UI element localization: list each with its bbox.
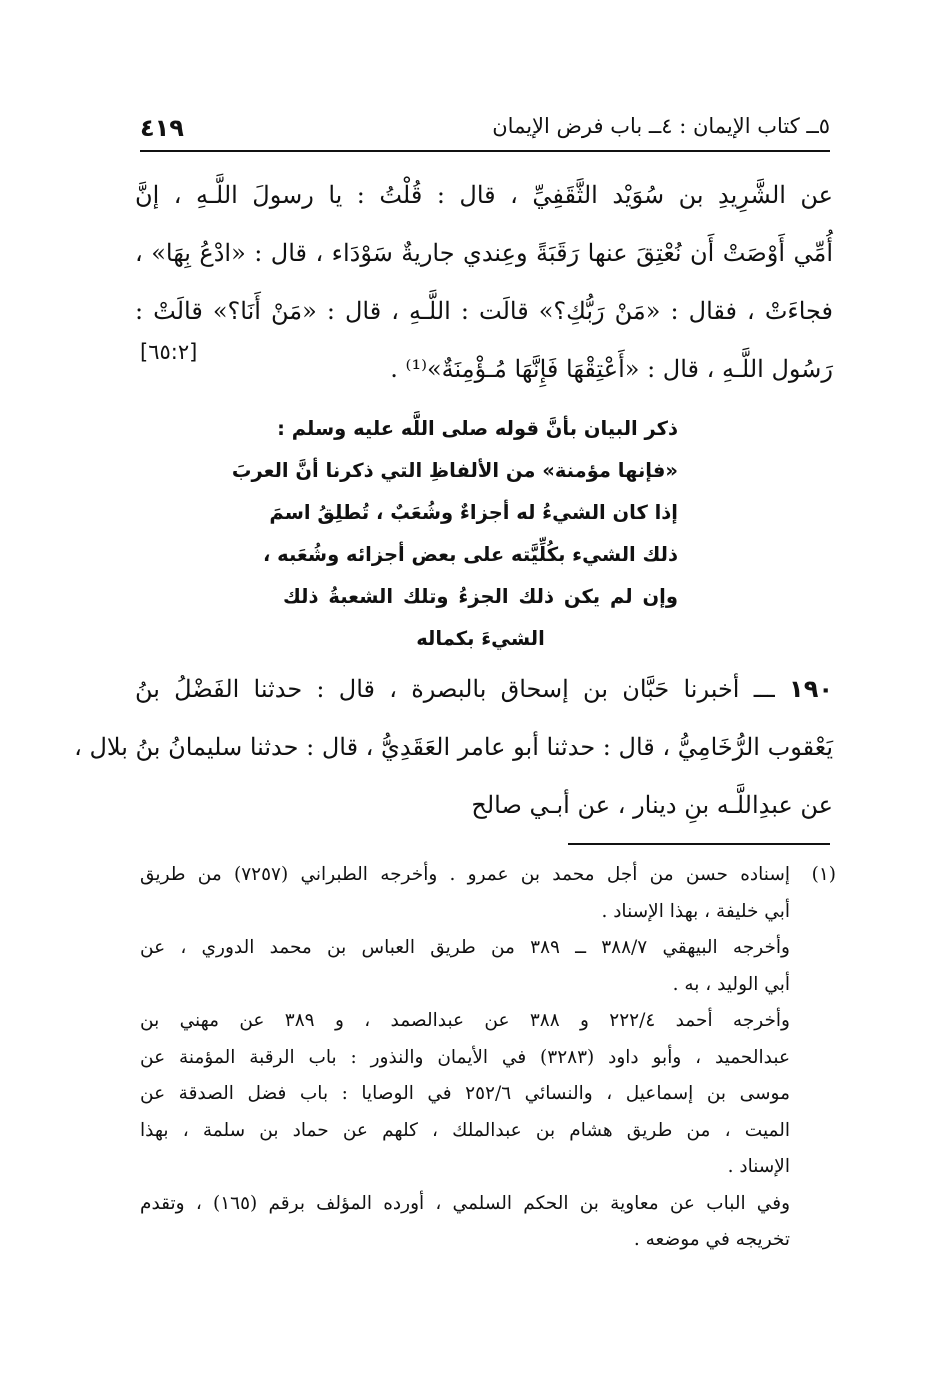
footnote-line: موسى بن إسماعيل ، والنسائي ٢٥٢/٦ في الوصايا : باب فضل الصدقة عن [140, 1083, 790, 1104]
header-rule [140, 150, 830, 152]
hadith-reference: [٦٥:٢] [140, 340, 198, 364]
text-line [135, 660, 833, 718]
hadith-190-text [74, 660, 833, 834]
heading-line: ذلك الشيء بكُلِّيَّته على بعض أجزائه وشُعَبه ، [262, 543, 678, 566]
hadith-number: ١٩٠ [789, 675, 833, 703]
footnote-marker: (١) [811, 864, 836, 885]
footnote-line [140, 857, 836, 894]
section-heading [231, 408, 678, 660]
heading-line: إذا كان الشيءُ له أجزاءٌ وشُعَبٌ ، تُطلِقُ اسمَ [269, 501, 678, 524]
page-header [140, 108, 830, 152]
footnote-line: وأخرجه أحمد ٢٢٢/٤ و ٣٨٨ عن عبدالصمد ، و ٣٨٩ عن مهني بن [140, 1010, 790, 1031]
text-line: يَعْقوب الرُّخَامِيُّ ، قال : حدثنا أبو عامر العَقَدِيُّ ، قال : حدثنا سليمانُ بنُ بلال ، [74, 733, 833, 761]
footnote-line: الإسناد . [727, 1156, 790, 1177]
heading-line: وإن لم يكن ذلك الجزءُ وتلك الشعبةُ ذلك [283, 585, 678, 608]
footnote-line: الميت ، من طريق هشام بن عبدالملك ، كلهم عن حماد بن سلمة ، بهذا [140, 1119, 790, 1141]
text-line: فجاءَتْ ، فقال : «مَنْ رَبُّكِ؟» قالَت : اللَّـهِ ، قال : «مَنْ أَنَا؟» قالَتْ : [135, 297, 833, 325]
heading-line: ذكر البيان بأنَّ قوله صلى اللَّه عليه وسلم : [277, 417, 678, 440]
footnote-line: وأخرجه البيهقي ٣٨٨/٧ ــ ٣٨٩ من طريق العباس بن محمد الدوري ، عن [140, 937, 790, 958]
footnotes [140, 857, 836, 1259]
footnote-line: عبدالحميد ، وأبو داود (٣٢٨٣) في الأيمان والنذور : باب الرقبة المؤمنة عن [140, 1046, 790, 1068]
hadith-189-text [135, 166, 833, 398]
footnote-line: وفي الباب عن معاوية بن الحكم السلمي ، أورده المؤلف برقم (١٦٥) ، وتقدم [140, 1192, 790, 1214]
text-line: عن الشَّرِيدِ بن سُوَيْد الثَّقَفِيِّ ، قال : قُلْتُ : يا رسولَ اللَّـهِ ، إنَّ [135, 181, 833, 209]
heading-line: «فإنها مؤمنة» من الألفاظِ التي ذكرنا أنَّ العربَ [231, 459, 678, 482]
page-number: ٤١٩ [140, 114, 184, 142]
text-segment: ـــ أخبرنا حَبَّان بن إسحاق بالبصرة ، قال : حدثنا الفَضْلُ بنُ [135, 675, 775, 703]
text-segment: إسناده حسن من أجل محمد بن عمرو . وأخرجه الطبراني (٧٢٥٧) من طريق [140, 864, 790, 885]
footnote-line: أبي الوليد ، به . [672, 973, 790, 995]
text-line: عن عبدِاللَّـه بنِ دينار ، عن أبـي صالح [471, 791, 833, 819]
footnote-line: تخريجه في موضعه . [633, 1229, 790, 1250]
text-line: رَسُول اللَّـهِ ، قال : «أَعْتِقْهَا فَإِنَّهَا مُـؤْمِنَةٌ»⁽¹⁾ . [390, 355, 833, 383]
footnote-line: أبي خليفة ، بهذا الإسناد . [601, 900, 790, 922]
footnote-rule [568, 843, 830, 845]
running-title: ٥ــ كتاب الإيمان : ٤ــ باب فرض الإيمان [492, 114, 830, 138]
text-line: أُمِّي أَوْصَتْ أَن نُعْتِقَ عنها رَقَبَةً وعِندي جاريةٌ سَوْدَاء ، قال : «ادْعُ بِهَا» ، [135, 239, 833, 267]
heading-line: الشيءَ بكماله [416, 627, 545, 650]
